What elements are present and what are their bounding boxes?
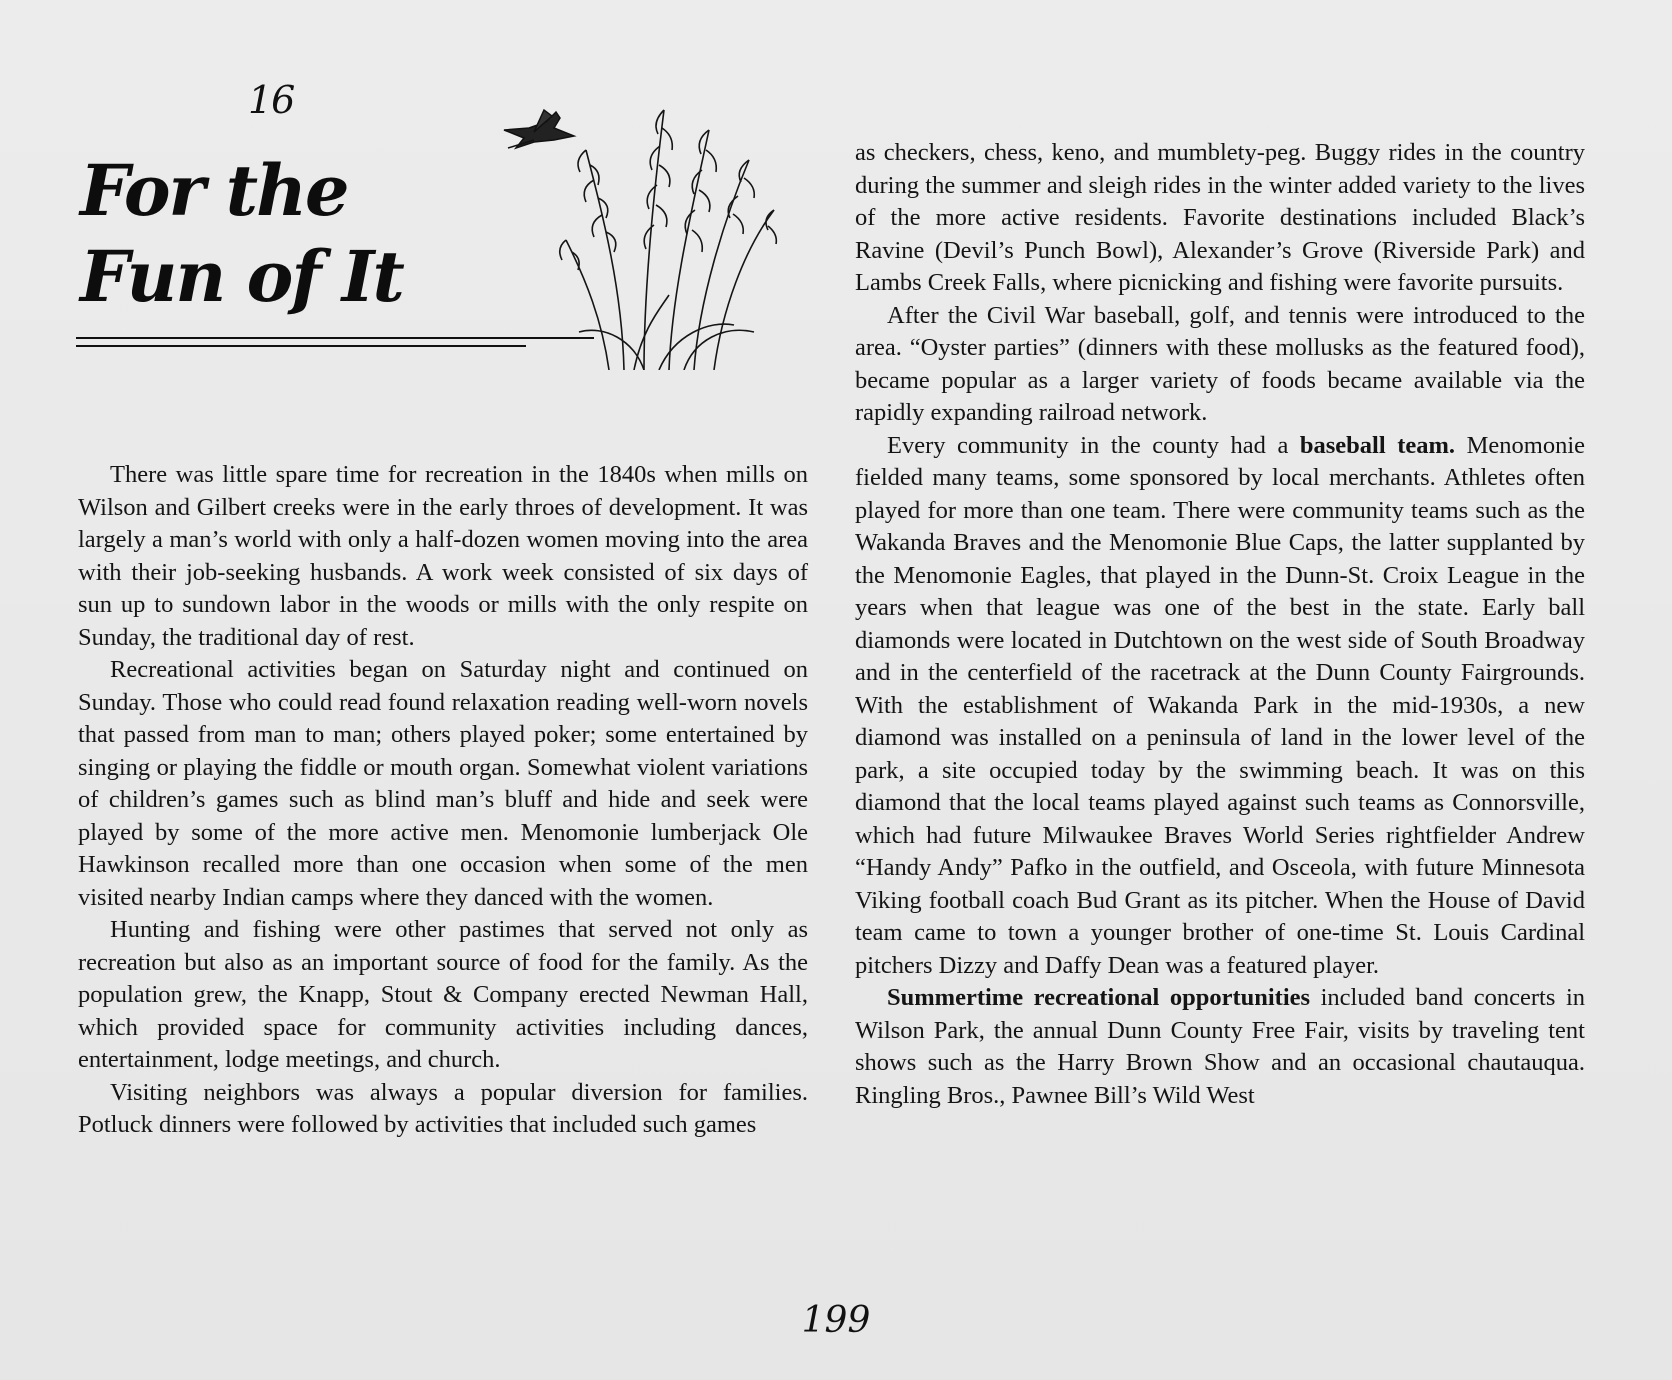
paragraph: Recreational activities began on Saturday night and continued on Sunday. Those who could read found relaxation reading well-worn novels that passed from man to man; others played poker; some entertained by singing or playing the fiddle or mouth organ. Somewhat violent variations of children’s games such as blind man’s bluff and hide and seek were played by some of the more active men. Menomonie lumberjack Ole Hawkinson recalled more than one occasion when some of the men visited nearby Indian camps where they danced with the women. <box>78 656 808 911</box>
bold-term: Summertime recreational opportunities <box>887 984 1311 1011</box>
chapter-title-line2: Fun of It <box>80 235 403 318</box>
paragraph-text: Menomonie fielded many teams, some sponsored by local merchants. Athletes often played for more than one team. There were community teams such as the Wakanda Braves and the Menomonie Blue Caps, the latter supplanted by the Menomonie Eagles, that played in the Dunn-St. Croix League in the years when that league was one of the best in the state. Early ball diamonds were located in Dutchtown on the west side of South Broadway and in the centerfield of the racetrack at the Dunn County Fairgrounds. With the establishment of Wakanda Park in the mid-1930s, a new diamond was installed on a peninsula of land in the lower level of the park, a site occupied today by the swimming beach. It was on this diamond that the local teams played against such teams as Connorsville, which had future Milwaukee Braves World Series rightfielder Andrew “Handy Andy” Pafko in the outfield, and Osceola, with future Minnesota Viking football coach Bud Grant as its pitcher. When the House of David team came to town a younger brother of one-time St. Louis Cardinal pitchers Dizzy and Daffy Dean was a featured player. <box>855 431 1585 979</box>
bird-and-grass-icon <box>494 70 814 370</box>
paragraph-text: Every community in the county had a <box>887 431 1300 459</box>
grass-icon <box>560 110 777 370</box>
paragraph: There was little spare time for recreation in the 1840s when mills on Wilson and Gilbert creeks were in the early throes of development. It was largely a man’s world with only a half-dozen women moving into the area with their job-seeking husbands. A work week consisted of six days of sun up to sundown labor in the woods or mills with the only respite on Sunday, the traditional day of rest. <box>78 461 808 651</box>
paragraph: After the Civil War baseball, golf, and tennis were introduced to the area. “Oyster parties” (dinners with these mollusks as the featured food), became popular as a larger variety of foods became available via the rapidly expanding railroad network. <box>855 301 1585 426</box>
paragraph <box>855 982 1585 1112</box>
page-number: 199 <box>801 1300 871 1341</box>
paragraph <box>855 430 1585 983</box>
bird-icon <box>504 110 574 148</box>
paragraph: Visiting neighbors was always a popular diversion for families. Potluck dinners were followed by activities that included such games <box>78 1078 808 1138</box>
chapter-title-line1: For the <box>80 149 348 232</box>
paragraph: Hunting and fishing were other pastimes that served not only as recreation but also as an important source of food for the family. As the population grew, the Knapp, Stout & Company erected Newman Hall, which provided space for community activities including dances, entertainment, lodge meetings, and church. <box>78 916 808 1073</box>
bold-term: baseball team. <box>1299 431 1456 459</box>
right-column <box>855 137 1585 1112</box>
paragraph-text: included band concerts in Wilson Park, the annual Dunn County Free Fair, visits by traveling tent shows such as the Harry Brown Show and an occasional chautauqua. Ringling Bros., Pawnee Bill’s Wild West <box>855 984 1585 1109</box>
chapter-number: 16 <box>248 78 295 122</box>
chapter-title <box>80 148 403 320</box>
title-underline-short <box>76 345 526 347</box>
paragraph: as checkers, chess, keno, and mumblety-peg. Buggy rides in the country during the summer and sleigh rides in the winter added variety to the lives of the more active residents. Favorite destinations included Black’s Ravine (Devil’s Punch Bowl), Alexander’s Grove (Riverside Park) and Lambs Creek Falls, where picnicking and fishing were favorite pursuits. <box>855 139 1585 296</box>
left-column <box>78 459 808 1142</box>
